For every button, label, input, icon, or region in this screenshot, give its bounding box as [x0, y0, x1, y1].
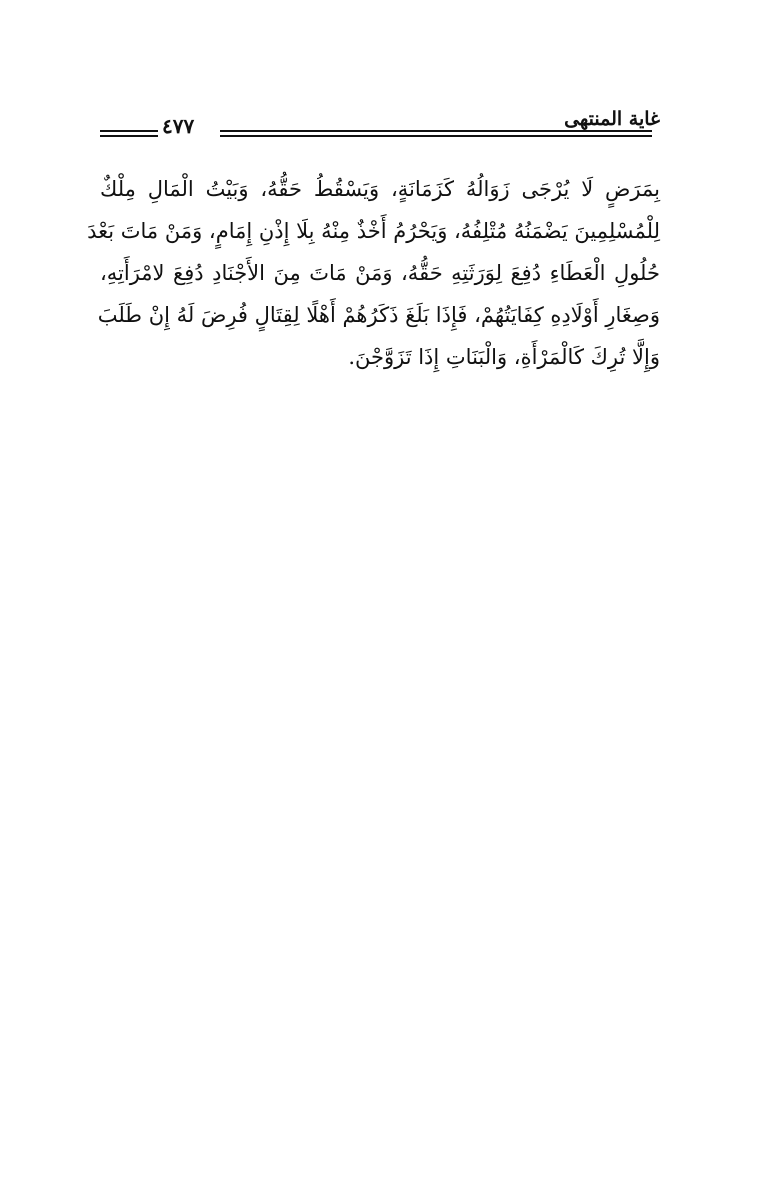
page-number: ٤٧٧: [162, 114, 195, 138]
page-header: [100, 108, 660, 148]
text-line: بِمَرَضٍ لَا يُرْجَى زَوَالُهُ كَزَمَانَةٍ، وَيَسْقُطُ حَقُّهُ، وَبَيْتُ الْمَالِ مِلْكٌ: [100, 177, 660, 201]
header-rule-right: [220, 130, 652, 137]
text-line: حُلُولِ الْعَطَاءِ دُفِعَ لِوَرَثَتِهِ حَقُّهُ، وَمَنْ مَاتَ مِنَ الأَجْنَادِ دُفِعَ لامْرَأَتِهِ،: [100, 261, 660, 285]
body-text: [87, 168, 660, 378]
header-rule-left: [100, 130, 158, 137]
running-title: غاية المنتهى: [564, 108, 660, 130]
text-line: وَإِلَّا تُرِكَ كَالْمَرْأَةِ، وَالْبَنَاتِ إِذَا تَزَوَّجْنَ.: [348, 345, 660, 369]
text-line: وَصِغَارِ أَوْلَادِهِ كِفَايَتُهُمْ، فَإِذَا بَلَغَ ذَكَرُهُمْ أَهْلًا لِقِتَالٍ فُرِضَ لَهُ إِنْ طَلَبَ: [97, 303, 660, 327]
text-line: لِلْمُسْلِمِينَ يَضْمَنُهُ مُتْلِفُهُ، وَيَحْرُمُ أَخْذٌ مِنْهُ بِلَا إِذْنِ إِمَامٍ، وَمَنْ مَاتَ بَعْدَ: [87, 219, 660, 243]
